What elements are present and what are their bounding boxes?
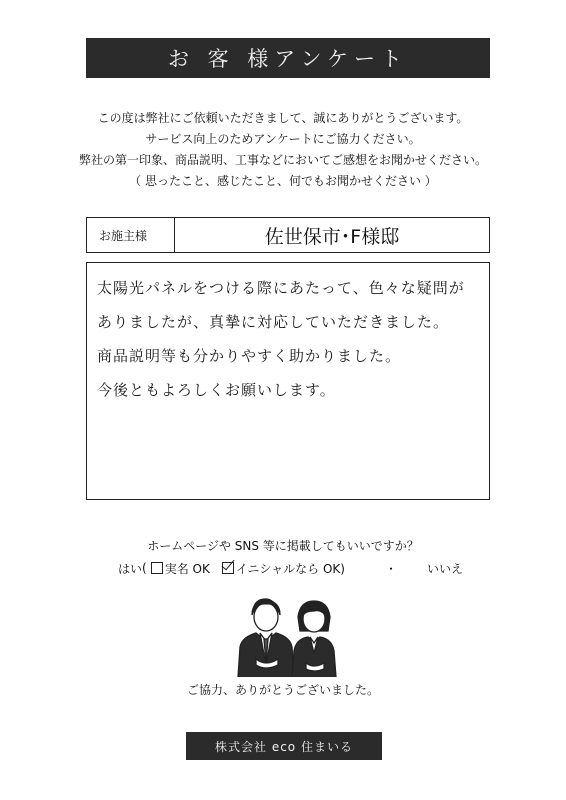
comment-line: 商品説明等も分かりやすく助かりました。 (97, 347, 402, 365)
no-label: いいえ (426, 561, 463, 576)
company-name: 株式会社 eco 住まいる (186, 732, 382, 760)
initials-checkbox[interactable] (222, 562, 234, 574)
woman-figure (292, 601, 336, 677)
page-title: お 客 様アンケート (86, 38, 490, 78)
intro-line: （ 思ったこと、感じたこと、何でもお聞かせください ） (129, 174, 437, 188)
real-name-ok-label: 実名 OK (164, 561, 210, 576)
thanks-message: ご協力、ありがとうございました。 (186, 683, 379, 697)
permission-question: ホームページや SNS 等に掲載してもいいですか？ (147, 539, 419, 553)
man-figure (238, 599, 294, 677)
initials-ok-label: イニシャルなら OK) (235, 561, 345, 576)
comment-box (86, 262, 490, 500)
client-row (86, 217, 490, 253)
client-label: お施主様 (87, 218, 175, 252)
yes-label: はい (118, 561, 143, 576)
intro-line: 弊社の第一印象、商品説明、工事などにおいてご感想をお聞かせください。 (78, 153, 487, 167)
comment-line: 太陽光パネルをつける際にあたって、色々な疑問が (97, 279, 465, 297)
comment-line: ありましたが、真摯に対応していただきました。 (97, 313, 450, 331)
real-name-checkbox[interactable] (151, 562, 163, 574)
comment-line: 今後ともよろしくお願いします。 (97, 381, 336, 399)
open-paren: ( (142, 561, 147, 575)
staff-illustration (228, 593, 348, 677)
intro-line: サービス向上のためアンケートにご協力ください。 (145, 132, 421, 146)
intro-line: この度は弊社にご依頼いただきまして、誠にありがとうございます。 (97, 111, 469, 125)
permission-options (118, 559, 478, 577)
client-name: 佐世保市･F様邸 (264, 225, 400, 248)
separator-dot: ・ (384, 561, 397, 576)
intro-text (40, 108, 526, 192)
